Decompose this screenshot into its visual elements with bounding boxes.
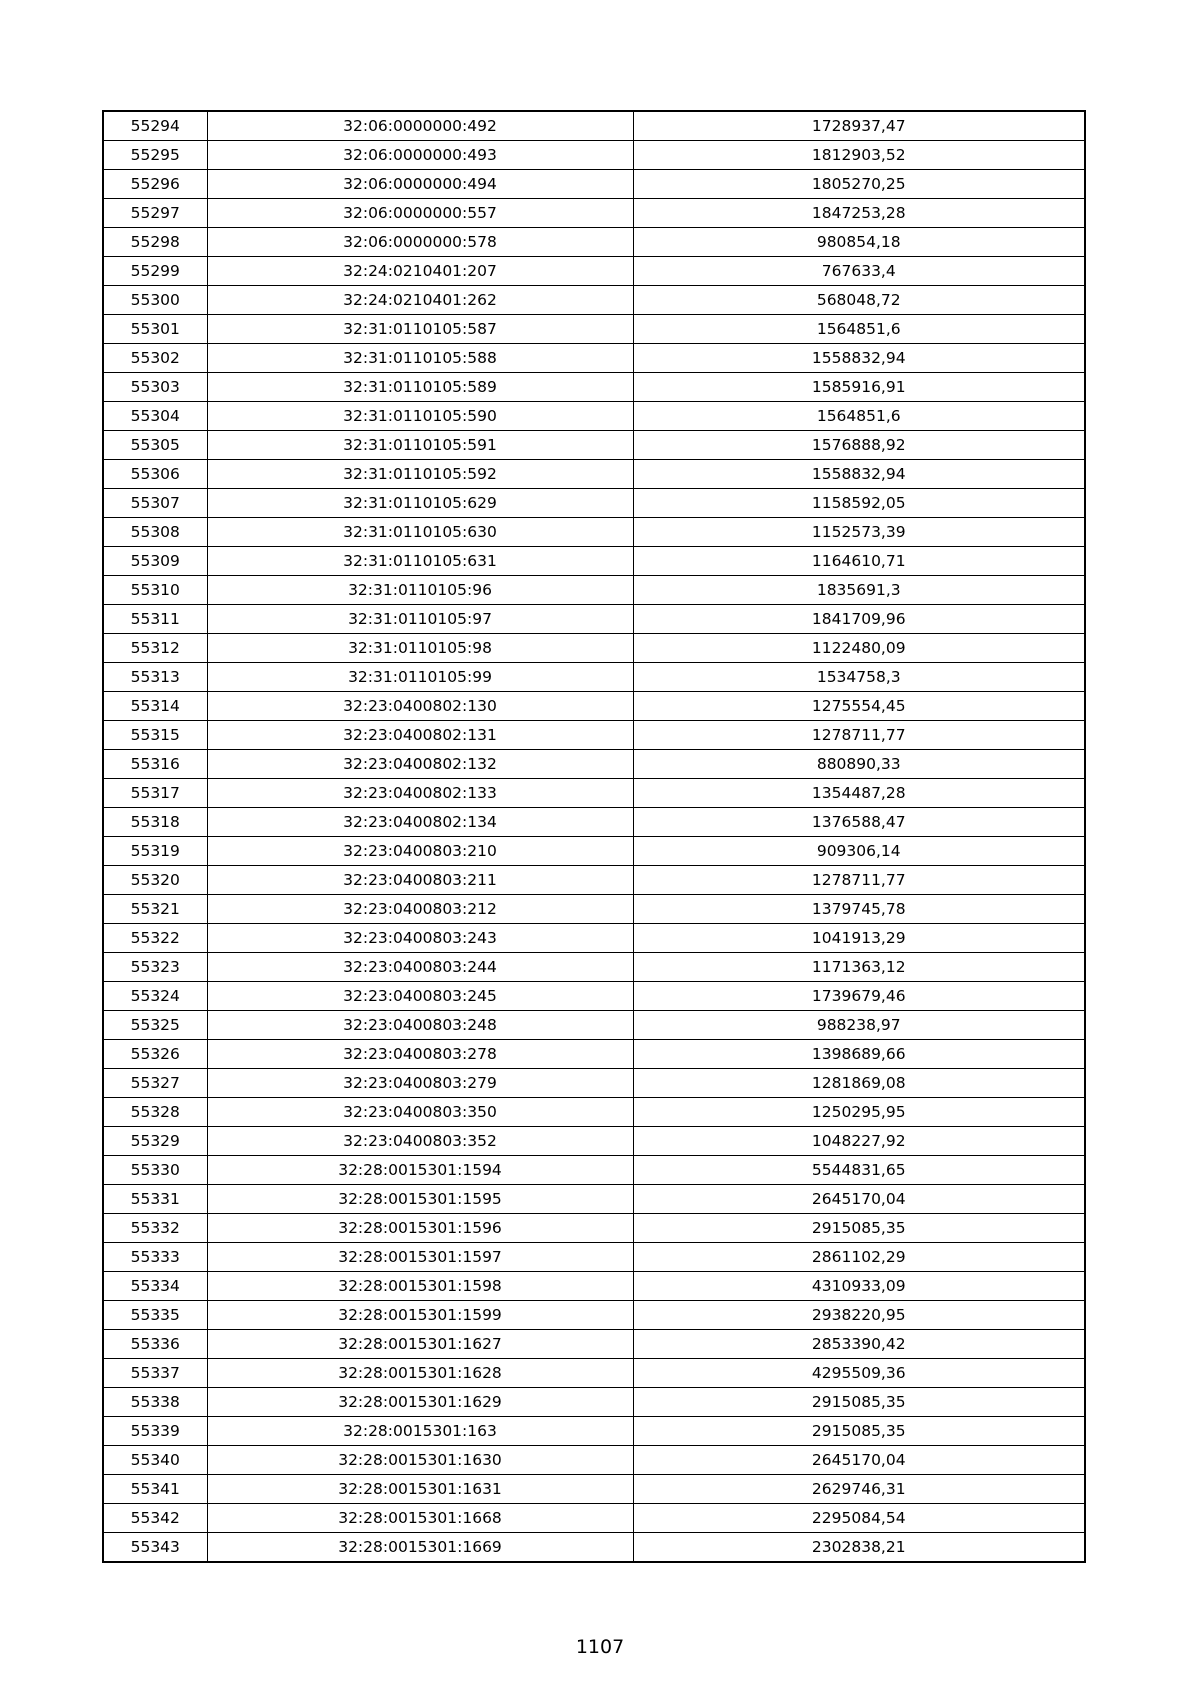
row-number-cell: 55320 (103, 866, 207, 895)
cadastral-value-cell: 1835691,3 (633, 576, 1085, 605)
table-row (103, 576, 1085, 605)
cadastral-number-cell: 32:23:0400803:245 (207, 982, 633, 1011)
row-number-cell: 55312 (103, 634, 207, 663)
row-number-cell: 55308 (103, 518, 207, 547)
cadastral-value-cell: 909306,14 (633, 837, 1085, 866)
cadastral-value-cell: 1585916,91 (633, 373, 1085, 402)
cadastral-number-cell: 32:31:0110105:630 (207, 518, 633, 547)
row-number-cell: 55317 (103, 779, 207, 808)
table-row (103, 141, 1085, 170)
cadastral-value-cell: 1152573,39 (633, 518, 1085, 547)
cadastral-value-cell: 2915085,35 (633, 1388, 1085, 1417)
row-number-cell: 55322 (103, 924, 207, 953)
cadastral-number-cell: 32:06:0000000:493 (207, 141, 633, 170)
row-number-cell: 55303 (103, 373, 207, 402)
row-number-cell: 55295 (103, 141, 207, 170)
row-number-cell: 55321 (103, 895, 207, 924)
cadastral-value-cell: 1048227,92 (633, 1127, 1085, 1156)
row-number-cell: 55313 (103, 663, 207, 692)
table-row (103, 402, 1085, 431)
cadastral-number-cell: 32:31:0110105:97 (207, 605, 633, 634)
cadastral-number-cell: 32:28:0015301:1594 (207, 1156, 633, 1185)
table-row (103, 1156, 1085, 1185)
table-row (103, 257, 1085, 286)
table-row (103, 111, 1085, 141)
table-row (103, 1011, 1085, 1040)
row-number-cell: 55301 (103, 315, 207, 344)
row-number-cell: 55298 (103, 228, 207, 257)
cadastral-number-cell: 32:31:0110105:631 (207, 547, 633, 576)
cadastral-value-cell: 980854,18 (633, 228, 1085, 257)
row-number-cell: 55327 (103, 1069, 207, 1098)
cadastral-value-cell: 1728937,47 (633, 111, 1085, 141)
page-number: 1107 (575, 1636, 625, 1658)
cadastral-number-cell: 32:23:0400803:352 (207, 1127, 633, 1156)
table-row (103, 1069, 1085, 1098)
cadastral-number-cell: 32:31:0110105:98 (207, 634, 633, 663)
table-row (103, 547, 1085, 576)
table-body (103, 111, 1085, 1562)
row-number-cell: 55340 (103, 1446, 207, 1475)
cadastral-number-cell: 32:28:0015301:1628 (207, 1359, 633, 1388)
row-number-cell: 55324 (103, 982, 207, 1011)
table-row (103, 1504, 1085, 1533)
table-row (103, 982, 1085, 1011)
table-row (103, 1127, 1085, 1156)
row-number-cell: 55300 (103, 286, 207, 315)
cadastral-value-cell: 1398689,66 (633, 1040, 1085, 1069)
row-number-cell: 55328 (103, 1098, 207, 1127)
table-row (103, 1243, 1085, 1272)
cadastral-value-cell: 1275554,45 (633, 692, 1085, 721)
table-row (103, 518, 1085, 547)
row-number-cell: 55304 (103, 402, 207, 431)
cadastral-number-cell: 32:23:0400803:243 (207, 924, 633, 953)
cadastral-value-cell: 2915085,35 (633, 1214, 1085, 1243)
table-row (103, 460, 1085, 489)
table-row (103, 837, 1085, 866)
row-number-cell: 55309 (103, 547, 207, 576)
cadastral-number-cell: 32:24:0210401:262 (207, 286, 633, 315)
cadastral-number-cell: 32:23:0400803:212 (207, 895, 633, 924)
cadastral-number-cell: 32:31:0110105:588 (207, 344, 633, 373)
cadastral-value-cell: 1278711,77 (633, 866, 1085, 895)
cadastral-number-cell: 32:23:0400803:278 (207, 1040, 633, 1069)
table-row (103, 605, 1085, 634)
cadastral-value-cell: 880890,33 (633, 750, 1085, 779)
cadastral-value-cell: 4310933,09 (633, 1272, 1085, 1301)
row-number-cell: 55338 (103, 1388, 207, 1417)
cadastral-number-cell: 32:28:0015301:1629 (207, 1388, 633, 1417)
table-row (103, 721, 1085, 750)
table-row (103, 1359, 1085, 1388)
table-row (103, 1330, 1085, 1359)
cadastral-number-cell: 32:31:0110105:96 (207, 576, 633, 605)
cadastral-number-cell: 32:28:0015301:1630 (207, 1446, 633, 1475)
cadastral-number-cell: 32:23:0400803:211 (207, 866, 633, 895)
table-row (103, 286, 1085, 315)
row-number-cell: 55302 (103, 344, 207, 373)
row-number-cell: 55342 (103, 1504, 207, 1533)
row-number-cell: 55332 (103, 1214, 207, 1243)
cadastral-value-cell: 1281869,08 (633, 1069, 1085, 1098)
cadastral-value-cell: 1558832,94 (633, 460, 1085, 489)
cadastral-number-cell: 32:28:0015301:1599 (207, 1301, 633, 1330)
table-row (103, 489, 1085, 518)
cadastral-number-cell: 32:31:0110105:629 (207, 489, 633, 518)
cadastral-number-cell: 32:31:0110105:590 (207, 402, 633, 431)
cadastral-number-cell: 32:06:0000000:578 (207, 228, 633, 257)
cadastral-number-cell: 32:28:0015301:1595 (207, 1185, 633, 1214)
cadastral-value-cell: 1379745,78 (633, 895, 1085, 924)
cadastral-number-cell: 32:28:0015301:1627 (207, 1330, 633, 1359)
cadastral-value-cell: 1534758,3 (633, 663, 1085, 692)
cadastral-value-cell: 1812903,52 (633, 141, 1085, 170)
cadastral-number-cell: 32:23:0400802:132 (207, 750, 633, 779)
table-row (103, 431, 1085, 460)
cadastral-value-cell: 1564851,6 (633, 315, 1085, 344)
cadastral-number-cell: 32:06:0000000:494 (207, 170, 633, 199)
table-row (103, 634, 1085, 663)
table-row (103, 1475, 1085, 1504)
cadastral-number-cell: 32:28:0015301:1669 (207, 1533, 633, 1563)
cadastral-number-cell: 32:28:0015301:163 (207, 1417, 633, 1446)
cadastral-value-cell: 1376588,47 (633, 808, 1085, 837)
row-number-cell: 55337 (103, 1359, 207, 1388)
cadastral-number-cell: 32:28:0015301:1597 (207, 1243, 633, 1272)
cadastral-number-cell: 32:28:0015301:1598 (207, 1272, 633, 1301)
row-number-cell: 55318 (103, 808, 207, 837)
cadastral-value-cell: 568048,72 (633, 286, 1085, 315)
table-row (103, 1533, 1085, 1563)
cadastral-number-cell: 32:23:0400802:133 (207, 779, 633, 808)
cadastral-value-cell: 2645170,04 (633, 1446, 1085, 1475)
cadastral-value-cell: 1041913,29 (633, 924, 1085, 953)
cadastral-value-table (102, 110, 1086, 1563)
cadastral-value-cell: 2861102,29 (633, 1243, 1085, 1272)
cadastral-number-cell: 32:23:0400803:350 (207, 1098, 633, 1127)
cadastral-value-cell: 1354487,28 (633, 779, 1085, 808)
table-row (103, 170, 1085, 199)
cadastral-number-cell: 32:28:0015301:1631 (207, 1475, 633, 1504)
table-row (103, 1098, 1085, 1127)
cadastral-value-cell: 1841709,96 (633, 605, 1085, 634)
cadastral-value-cell: 1805270,25 (633, 170, 1085, 199)
row-number-cell: 55330 (103, 1156, 207, 1185)
row-number-cell: 55297 (103, 199, 207, 228)
cadastral-value-cell: 2302838,21 (633, 1533, 1085, 1563)
row-number-cell: 55331 (103, 1185, 207, 1214)
cadastral-value-cell: 1171363,12 (633, 953, 1085, 982)
cadastral-number-cell: 32:31:0110105:587 (207, 315, 633, 344)
row-number-cell: 55339 (103, 1417, 207, 1446)
cadastral-number-cell: 32:23:0400802:131 (207, 721, 633, 750)
cadastral-number-cell: 32:23:0400803:244 (207, 953, 633, 982)
row-number-cell: 55319 (103, 837, 207, 866)
table-row (103, 895, 1085, 924)
cadastral-value-cell: 2629746,31 (633, 1475, 1085, 1504)
table-row (103, 924, 1085, 953)
table-row (103, 692, 1085, 721)
cadastral-value-cell: 1164610,71 (633, 547, 1085, 576)
cadastral-value-cell: 2938220,95 (633, 1301, 1085, 1330)
table-row (103, 663, 1085, 692)
cadastral-value-cell: 1158592,05 (633, 489, 1085, 518)
row-number-cell: 55329 (103, 1127, 207, 1156)
cadastral-value-cell: 1558832,94 (633, 344, 1085, 373)
cadastral-number-cell: 32:31:0110105:589 (207, 373, 633, 402)
row-number-cell: 55315 (103, 721, 207, 750)
cadastral-value-cell: 1847253,28 (633, 199, 1085, 228)
cadastral-value-cell: 1122480,09 (633, 634, 1085, 663)
table-row (103, 228, 1085, 257)
row-number-cell: 55334 (103, 1272, 207, 1301)
cadastral-number-cell: 32:28:0015301:1668 (207, 1504, 633, 1533)
table-row (103, 199, 1085, 228)
table-row (103, 866, 1085, 895)
cadastral-number-cell: 32:24:0210401:207 (207, 257, 633, 286)
table-row (103, 1417, 1085, 1446)
row-number-cell: 55299 (103, 257, 207, 286)
row-number-cell: 55325 (103, 1011, 207, 1040)
cadastral-number-cell: 32:23:0400802:130 (207, 692, 633, 721)
row-number-cell: 55326 (103, 1040, 207, 1069)
row-number-cell: 55314 (103, 692, 207, 721)
row-number-cell: 55343 (103, 1533, 207, 1563)
cadastral-number-cell: 32:28:0015301:1596 (207, 1214, 633, 1243)
table-row (103, 315, 1085, 344)
row-number-cell: 55316 (103, 750, 207, 779)
table-row (103, 1040, 1085, 1069)
table-row (103, 373, 1085, 402)
table-row (103, 750, 1085, 779)
cadastral-number-cell: 32:31:0110105:99 (207, 663, 633, 692)
cadastral-value-cell: 1278711,77 (633, 721, 1085, 750)
cadastral-number-cell: 32:31:0110105:591 (207, 431, 633, 460)
row-number-cell: 55305 (103, 431, 207, 460)
row-number-cell: 55336 (103, 1330, 207, 1359)
cadastral-value-cell: 2645170,04 (633, 1185, 1085, 1214)
row-number-cell: 55311 (103, 605, 207, 634)
table-row (103, 1272, 1085, 1301)
cadastral-value-cell: 1564851,6 (633, 402, 1085, 431)
row-number-cell: 55306 (103, 460, 207, 489)
cadastral-value-cell: 1250295,95 (633, 1098, 1085, 1127)
cadastral-number-cell: 32:06:0000000:557 (207, 199, 633, 228)
cadastral-number-cell: 32:06:0000000:492 (207, 111, 633, 141)
table-row (103, 344, 1085, 373)
row-number-cell: 55341 (103, 1475, 207, 1504)
cadastral-number-cell: 32:23:0400803:248 (207, 1011, 633, 1040)
row-number-cell: 55323 (103, 953, 207, 982)
cadastral-value-cell: 2853390,42 (633, 1330, 1085, 1359)
cadastral-value-cell: 2295084,54 (633, 1504, 1085, 1533)
row-number-cell: 55310 (103, 576, 207, 605)
cadastral-value-cell: 1576888,92 (633, 431, 1085, 460)
row-number-cell: 55294 (103, 111, 207, 141)
cadastral-number-cell: 32:23:0400803:210 (207, 837, 633, 866)
cadastral-number-cell: 32:31:0110105:592 (207, 460, 633, 489)
row-number-cell: 55335 (103, 1301, 207, 1330)
cadastral-value-cell: 767633,4 (633, 257, 1085, 286)
cadastral-value-cell: 5544831,65 (633, 1156, 1085, 1185)
cadastral-value-cell: 2915085,35 (633, 1417, 1085, 1446)
cadastral-value-cell: 988238,97 (633, 1011, 1085, 1040)
table-row (103, 808, 1085, 837)
row-number-cell: 55333 (103, 1243, 207, 1272)
table-row (103, 779, 1085, 808)
row-number-cell: 55296 (103, 170, 207, 199)
row-number-cell: 55307 (103, 489, 207, 518)
cadastral-number-cell: 32:23:0400802:134 (207, 808, 633, 837)
cadastral-value-cell: 4295509,36 (633, 1359, 1085, 1388)
cadastral-number-cell: 32:23:0400803:279 (207, 1069, 633, 1098)
table-row (103, 1214, 1085, 1243)
table-row (103, 1185, 1085, 1214)
table-row (103, 1388, 1085, 1417)
table-row (103, 953, 1085, 982)
table-row (103, 1446, 1085, 1475)
table-row (103, 1301, 1085, 1330)
cadastral-value-cell: 1739679,46 (633, 982, 1085, 1011)
